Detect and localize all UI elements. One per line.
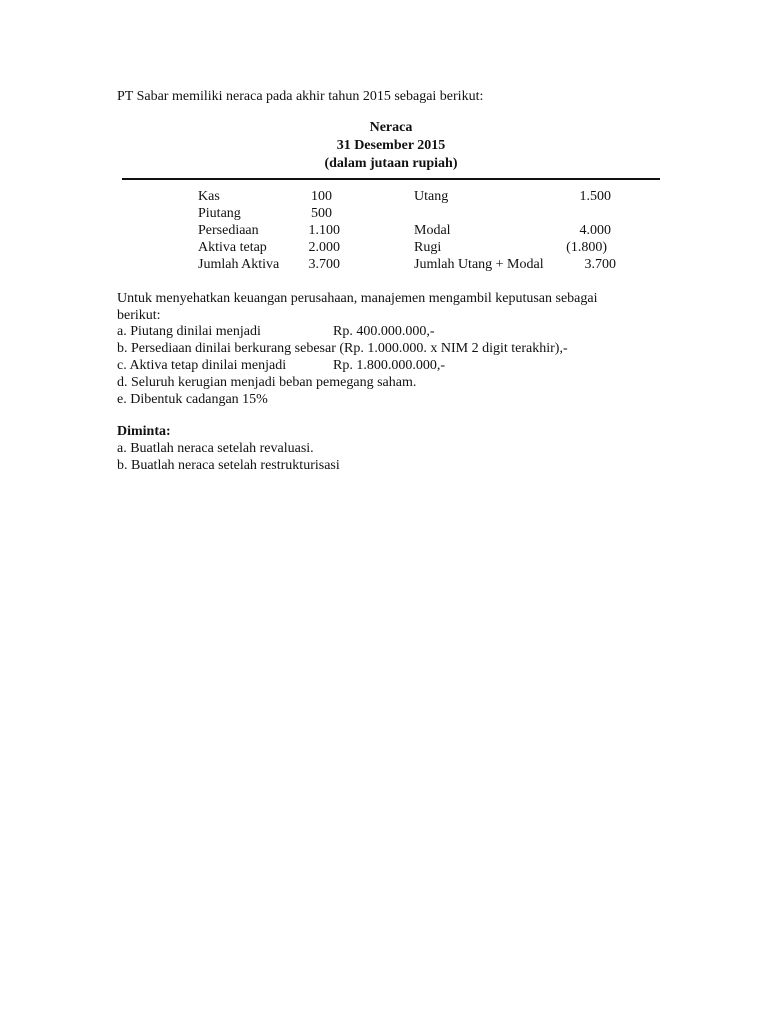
decision-intro-line-2: berikut: — [117, 308, 161, 323]
decision-text: a. Piutang dinilai menjadi — [117, 324, 261, 339]
balance-sheet-date: 31 Desember 2015 — [336, 138, 446, 153]
asset-label: Piutang — [198, 206, 241, 221]
asset-value: 100 — [311, 189, 332, 204]
liability-value: 4.000 — [579, 223, 611, 238]
liability-value: 1.500 — [579, 189, 611, 204]
liability-total-value: 3.700 — [584, 257, 616, 272]
asset-label: Kas — [198, 189, 220, 204]
asset-value: 1.100 — [308, 223, 340, 238]
balance-sheet-title: Neraca — [369, 120, 413, 135]
requested-item: a. Buatlah neraca setelah revaluasi. — [117, 441, 314, 456]
requested-item: b. Buatlah neraca setelah restrukturisasi — [117, 458, 340, 473]
decision-text: b. Persediaan dinilai berkurang sebesar (Rp. 1.000.000. x NIM 2 digit terakhir),- — [117, 341, 568, 356]
header-divider — [122, 178, 660, 180]
liability-label: Modal — [414, 223, 451, 238]
decision-text: e. Dibentuk cadangan 15% — [117, 392, 268, 407]
liability-total-label: Jumlah Utang + Modal — [414, 257, 544, 272]
asset-total-value: 3.700 — [308, 257, 340, 272]
asset-label: Aktiva tetap — [198, 240, 267, 255]
asset-label: Persediaan — [198, 223, 259, 238]
decision-intro-line-1: Untuk menyehatkan keuangan perusahaan, manajemen mengambil keputusan sebagai — [117, 291, 598, 306]
balance-sheet-unit: (dalam jutaan rupiah) — [324, 156, 458, 171]
asset-total-label: Jumlah Aktiva — [198, 257, 280, 272]
liability-label: Rugi — [414, 240, 442, 255]
decision-amount: Rp. 1.800.000.000,- — [333, 358, 445, 373]
liability-value: (1.800) — [566, 240, 607, 255]
liability-label: Utang — [414, 189, 449, 204]
decision-text: c. Aktiva tetap dinilai menjadi — [117, 358, 287, 373]
intro-text: PT Sabar memiliki neraca pada akhir tahun 2015 sebagai berikut: — [117, 89, 484, 104]
asset-value: 2.000 — [308, 240, 340, 255]
decision-amount: Rp. 400.000.000,- — [333, 324, 435, 339]
decision-text: d. Seluruh kerugian menjadi beban pemegang saham. — [117, 375, 417, 390]
asset-value: 500 — [311, 206, 332, 221]
requested-heading: Diminta: — [117, 424, 171, 439]
